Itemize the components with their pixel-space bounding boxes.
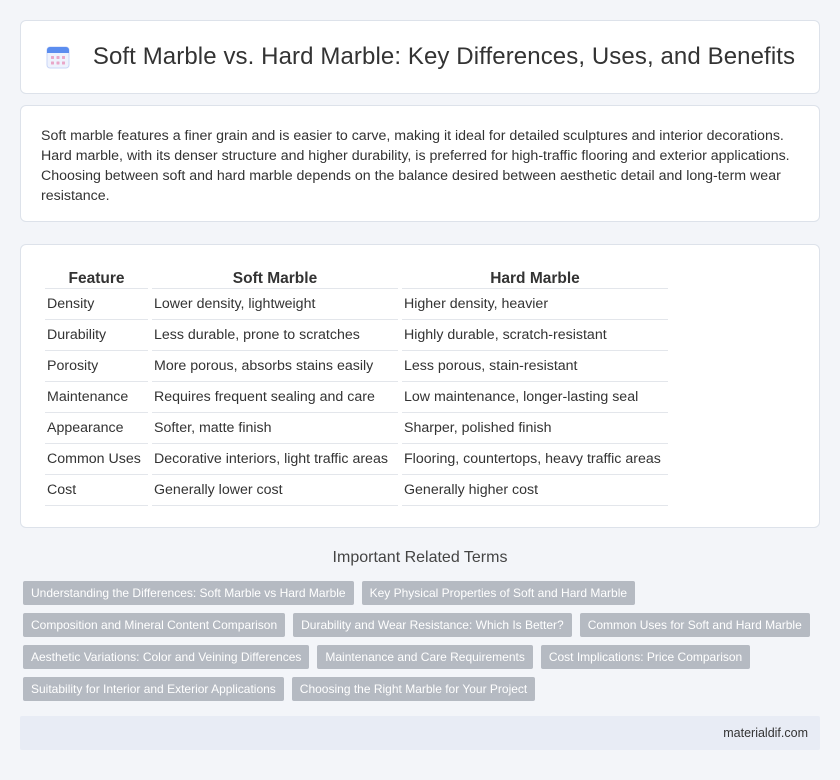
related-term-tag[interactable]: Composition and Mineral Content Comparison: [23, 613, 285, 637]
related-term-tag[interactable]: Aesthetic Variations: Color and Veining Differences: [23, 645, 309, 669]
cell-feature: Cost: [45, 475, 148, 506]
table-row: [45, 413, 668, 444]
calendar-icon: [45, 44, 71, 70]
header-soft-marble: Soft Marble: [152, 267, 398, 289]
cell-feature: Common Uses: [45, 444, 148, 475]
related-terms-title: Important Related Terms: [332, 549, 508, 566]
page-title: Soft Marble vs. Hard Marble: Key Differences, Uses, and Benefits: [92, 43, 796, 70]
related-term-tag[interactable]: Choosing the Right Marble for Your Project: [292, 677, 535, 701]
cell-hard: Higher density, heavier: [402, 289, 668, 320]
related-term-tag[interactable]: Key Physical Properties of Soft and Hard Marble: [362, 581, 635, 605]
related-term-tag[interactable]: Understanding the Differences: Soft Marble vs Hard Marble: [23, 581, 354, 605]
cell-feature: Density: [45, 289, 148, 320]
related-term-tag[interactable]: Cost Implications: Price Comparison: [541, 645, 750, 669]
related-term-tag[interactable]: Durability and Wear Resistance: Which Is Better?: [293, 613, 572, 637]
cell-soft: Requires frequent sealing and care: [152, 382, 398, 413]
cell-hard: Flooring, countertops, heavy traffic areas: [402, 444, 668, 475]
header-hard-marble: Hard Marble: [402, 267, 668, 289]
cell-soft: Decorative interiors, light traffic areas: [152, 444, 398, 475]
cell-hard: Highly durable, scratch-resistant: [402, 320, 668, 351]
cell-feature: Porosity: [45, 351, 148, 382]
table-row: [45, 351, 668, 382]
cell-hard: Sharper, polished finish: [402, 413, 668, 444]
title-card: [20, 20, 820, 94]
cell-feature: Durability: [45, 320, 148, 351]
cell-hard: Low maintenance, longer-lasting seal: [402, 382, 668, 413]
related-term-tag[interactable]: Suitability for Interior and Exterior Applications: [23, 677, 284, 701]
cell-soft: Lower density, lightweight: [152, 289, 398, 320]
cell-soft: Less durable, prone to scratches: [152, 320, 398, 351]
comparison-table: [41, 267, 672, 506]
related-term-tag[interactable]: Common Uses for Soft and Hard Marble: [580, 613, 810, 637]
footer-site-link[interactable]: materialdif.com: [723, 726, 808, 740]
table-row: [45, 382, 668, 413]
table-row: [45, 444, 668, 475]
table-row: [45, 289, 668, 320]
intro-text: Soft marble features a finer grain and is easier to carve, making it ideal for detailed sculptures and interior decorations. Hard marble, with its denser structure and higher durability, is preferred for high-traffic flooring and exterior applications. Choosing between soft and hard marble depends on the balance desired between aesthetic detail and long-term wear resistance.: [41, 128, 790, 204]
footer: [20, 716, 820, 750]
related-term-tag[interactable]: Maintenance and Care Requirements: [317, 645, 532, 669]
header-feature: Feature: [45, 267, 148, 289]
cell-hard: Generally higher cost: [402, 475, 668, 506]
table-row: [45, 320, 668, 351]
comparison-card: [20, 244, 820, 528]
table-row: [45, 475, 668, 506]
cell-soft: More porous, absorbs stains easily: [152, 351, 398, 382]
related-terms-list: [23, 581, 813, 709]
cell-feature: Maintenance: [45, 382, 148, 413]
cell-soft: Softer, matte finish: [152, 413, 398, 444]
cell-soft: Generally lower cost: [152, 475, 398, 506]
table-header-row: [45, 267, 668, 289]
intro-card: [20, 105, 820, 222]
cell-hard: Less porous, stain-resistant: [402, 351, 668, 382]
cell-feature: Appearance: [45, 413, 148, 444]
